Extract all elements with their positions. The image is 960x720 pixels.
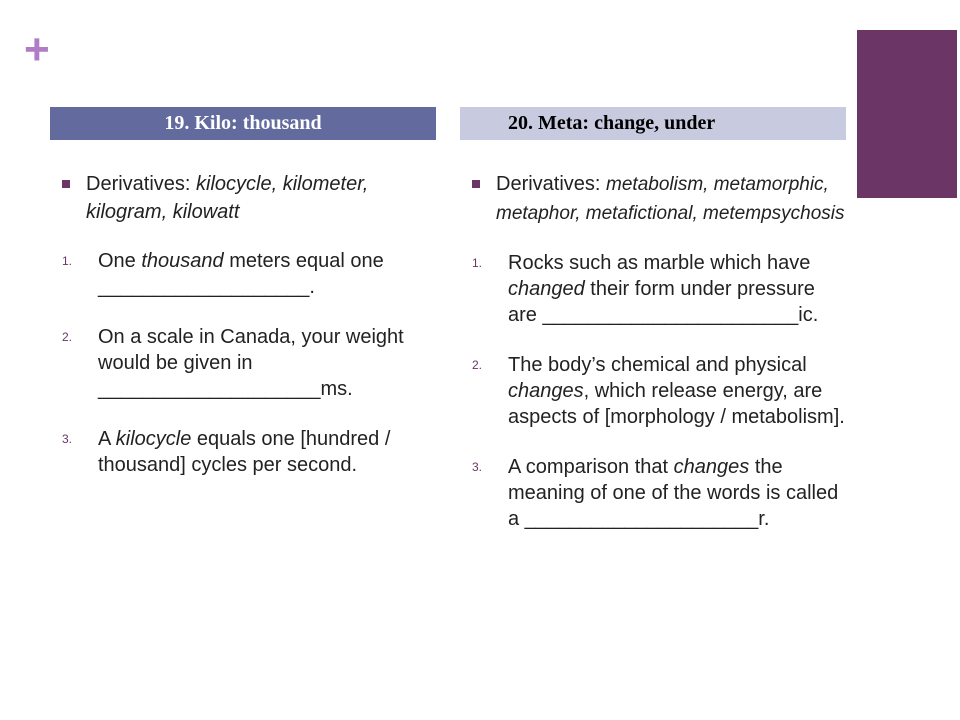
item-number: 3. (62, 432, 73, 446)
item-text: On a scale in Canada, your weight would be given in ____________________ms. (98, 326, 404, 400)
item-emphasis: changes (673, 456, 750, 478)
derivatives-words: metabolism, metamorphic, metaphor, metafictional, metempsychosis (496, 174, 845, 224)
left-header: 19. Kilo: thousand (50, 107, 436, 140)
list-item (460, 250, 846, 328)
item-emphasis: kilocycle (115, 428, 192, 450)
right-column (460, 107, 846, 556)
left-column (50, 107, 436, 502)
item-text: A (98, 428, 116, 450)
right-header: 20. Meta: change, under (460, 107, 846, 140)
item-text: The body’s chemical and physical (508, 354, 807, 376)
item-emphasis: changed (508, 278, 585, 300)
item-text: , which release energy, are aspects of [morphology / metabolism]. (508, 380, 845, 428)
item-text: equals one [hundred / thousand] cycles per second. (98, 428, 391, 476)
item-number: 1. (472, 256, 483, 270)
list-item (460, 454, 846, 532)
item-text: meters equal one ___________________. (98, 250, 384, 298)
item-text: A comparison that (508, 456, 674, 478)
right-derivatives (460, 170, 846, 228)
derivatives-text (86, 173, 368, 223)
item-text: Rocks such as marble which have (508, 252, 811, 274)
left-derivatives (50, 170, 436, 226)
derivatives-label: Derivatives: (496, 173, 607, 195)
item-text: the meaning of one of the words is called a _____________________r. (508, 456, 839, 530)
item-emphasis: changes (508, 380, 584, 402)
item-emphasis: thousand (141, 250, 224, 272)
item-text: One (98, 250, 142, 272)
plus-icon: + (24, 25, 50, 74)
list-item (50, 426, 436, 478)
derivatives-label: Derivatives: (86, 173, 197, 195)
square-bullet-icon (62, 180, 70, 188)
item-number: 3. (472, 460, 483, 474)
accent-bar (857, 30, 957, 198)
item-number: 1. (62, 254, 73, 268)
derivatives-text (496, 173, 845, 224)
item-number: 2. (62, 330, 73, 344)
square-bullet-icon (472, 180, 480, 188)
item-text: their form under pressure are _______________________ic. (508, 278, 819, 326)
list-item (50, 248, 436, 300)
list-item (50, 324, 436, 402)
item-number: 2. (472, 358, 483, 372)
derivatives-words: kilocycle, kilometer, kilogram, kilowatt (86, 173, 369, 223)
list-item (460, 352, 846, 430)
left-items (50, 248, 436, 478)
right-items (460, 250, 846, 532)
